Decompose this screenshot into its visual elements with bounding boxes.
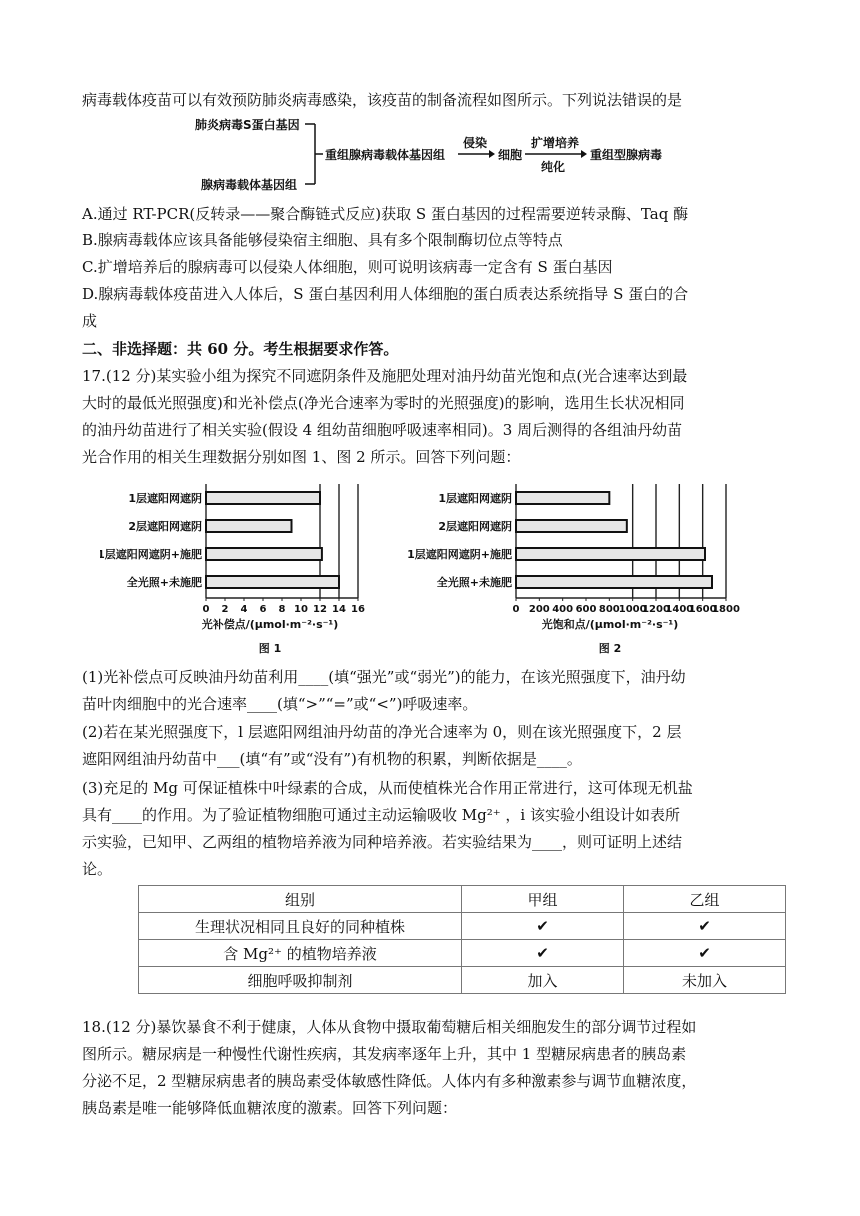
category-label: 2层遮阳网遮阴 bbox=[438, 520, 512, 533]
x-tick-label: 400 bbox=[552, 604, 574, 615]
category-label: 1层遮阳网遮阴+施肥 bbox=[100, 548, 202, 561]
figure-title: 图 1 bbox=[258, 642, 282, 655]
q17-stem-line: 的油丹幼苗进行了相关实验(假设 4 组幼苗细胞呼吸速率相同)。3 周后测得的各组油丹幼苗 bbox=[82, 421, 683, 439]
q18-stem-line: 图所示。糖尿病是一种慢性代谢性疾病，其发病率逐年上升，其中 1 型糖尿病患者的胰岛素 bbox=[82, 1045, 687, 1063]
q16-option-a: A.通过 RT-PCR(反转录——聚合酶链式反应)获取 S 蛋白基因的过程需要逆转录酶、Taq 酶 bbox=[82, 205, 689, 223]
table-header: 乙组 bbox=[624, 886, 786, 913]
x-tick-label: 4 bbox=[240, 604, 248, 615]
bar bbox=[206, 520, 292, 532]
x-tick-label: 0 bbox=[512, 604, 520, 615]
flow-step-purify: 纯化 bbox=[541, 160, 566, 174]
table-header: 组别 bbox=[139, 886, 462, 913]
q17-stem-line: 光合作用的相关生理数据分别如图 1、图 2 所示。回答下列问题： bbox=[82, 448, 521, 466]
x-tick-label: 1000 bbox=[618, 604, 647, 615]
q17-stem-line: 17.(12 分)某实验小组为探究不同遮阴条件及施肥处理对油丹幼苗光饱和点(光合速率达到最 bbox=[82, 367, 688, 385]
table-row bbox=[139, 967, 786, 994]
x-tick-label: 200 bbox=[528, 604, 550, 615]
figure-1-chart bbox=[100, 478, 380, 658]
q18-stem-line: 18.(12 分)暴饮暴食不利于健康，人体从食物中摄取葡萄糖后相关细胞发生的部分调节过程如 bbox=[82, 1018, 697, 1036]
x-tick-label: 12 bbox=[313, 604, 327, 615]
bar bbox=[206, 548, 322, 560]
table-cell: 细胞呼吸抑制剂 bbox=[139, 967, 462, 994]
category-label: 2层遮阳网遮阴 bbox=[128, 520, 202, 533]
x-tick-label: 10 bbox=[294, 604, 308, 615]
q16-option-d: D.腺病毒载体疫苗进入人体后，S 蛋白基因利用人体细胞的蛋白质表达系统指导 S 蛋白的合 bbox=[82, 285, 689, 303]
x-tick-label: 800 bbox=[598, 604, 620, 615]
q17-sub1-line: 苗叶肉细胞中的光合速率____(填“>”“=”或“<”)呼吸速率。 bbox=[82, 695, 478, 713]
table-cell: 未加入 bbox=[624, 967, 786, 994]
x-tick-label: 1800 bbox=[712, 604, 740, 615]
q17-sub2-line: 遮阳网组油丹幼苗中___(填“有”或“没有”)有机物的积累，判断依据是____。 bbox=[82, 750, 582, 768]
figure-1 bbox=[100, 478, 380, 658]
q17-sub1-line: (1)光补偿点可反映油丹幼苗利用____(填“强光”或“弱光”)的能力，在该光照强度下，油丹幼 bbox=[82, 668, 686, 686]
table-cell: 生理状况相同且良好的同种植株 bbox=[139, 913, 462, 940]
category-label: 1层遮阳网遮阴 bbox=[438, 492, 512, 505]
table-header-row bbox=[139, 886, 786, 913]
q17-sub2-line: (2)若在某光照强度下，l 层遮阳网组油丹幼苗的净光合速率为 0，则在该光照强度下，2 层 bbox=[82, 723, 682, 741]
table-row bbox=[139, 913, 786, 940]
check-mark: ✔ bbox=[462, 913, 624, 940]
x-tick-label: 600 bbox=[575, 604, 597, 615]
q16-option-c: C.扩增培养后的腺病毒可以侵染人体细胞，则可说明该病毒一定含有 S 蛋白基因 bbox=[82, 258, 613, 276]
category-label: 全光照+未施肥 bbox=[436, 576, 512, 589]
q17-sub3-line: 示实验，已知甲、乙两组的植物培养液为同种培养液。若实验结果为____，则可证明上述结 bbox=[82, 833, 683, 851]
q16-option-d-cont: 成 bbox=[82, 312, 98, 330]
table-header: 甲组 bbox=[462, 886, 624, 913]
x-axis-label: 光饱和点/(μmol·m⁻²·s⁻¹) bbox=[541, 618, 679, 631]
x-tick-label: 6 bbox=[259, 604, 267, 615]
check-mark: ✔ bbox=[462, 940, 624, 967]
section-heading: 二、非选择题：共 60 分。考生根据要求作答。 bbox=[82, 340, 399, 358]
figure-2-chart bbox=[390, 478, 750, 658]
flow-step-infect: 侵染 bbox=[463, 136, 488, 150]
check-mark: ✔ bbox=[624, 940, 786, 967]
flow-adenovirus-genome: 腺病毒载体基因组 bbox=[201, 178, 298, 192]
check-mark: ✔ bbox=[624, 913, 786, 940]
x-tick-label: 16 bbox=[351, 604, 365, 615]
bar bbox=[516, 520, 627, 532]
flow-cell: 细胞 bbox=[498, 148, 523, 162]
figure-2 bbox=[390, 478, 750, 658]
x-tick-label: 14 bbox=[332, 604, 346, 615]
flow-recombinant-genome: 重组腺病毒载体基因组 bbox=[325, 148, 446, 162]
experiment-table bbox=[138, 885, 786, 994]
figure-title: 图 2 bbox=[598, 642, 622, 655]
q17-sub3-line: 具有____的作用。为了验证植物细胞可通过主动运输吸收 Mg²⁺ ，i 该实验小组设计如表所 bbox=[82, 806, 680, 824]
flow-step-amplify: 扩增培养 bbox=[531, 136, 580, 150]
x-tick-label: 0 bbox=[202, 604, 210, 615]
bar bbox=[516, 492, 609, 504]
bar bbox=[206, 492, 320, 504]
q18-stem-line: 分泌不足，2 型糖尿病患者的胰岛素受体敏感性降低。人体内有多种激素参与调节血糖浓度， bbox=[82, 1072, 697, 1090]
bar bbox=[516, 576, 712, 588]
q16-stem: 病毒载体疫苗可以有效预防肺炎病毒感染，该疫苗的制备流程如图所示。下列说法错误的是 bbox=[82, 91, 683, 109]
table-row bbox=[139, 940, 786, 967]
category-label: 1层遮阳网遮阴+施肥 bbox=[407, 548, 512, 561]
x-tick-label: 8 bbox=[278, 604, 286, 615]
bar bbox=[206, 576, 339, 588]
flow-product: 重组型腺病毒 bbox=[590, 148, 663, 162]
category-label: 1层遮阳网遮阴 bbox=[128, 492, 202, 505]
vaccine-flow-diagram bbox=[195, 112, 715, 196]
q17-stem-line: 大时的最低光照强度)和光补偿点(净光合速率为零时的光照强度)的影响，选用生长状况相同 bbox=[82, 394, 685, 412]
q17-sub3-line: (3)充足的 Mg 可保证植株中叶绿素的合成，从而使植株光合作用正常进行，这可体现无机盐 bbox=[82, 779, 693, 797]
q18-stem-line: 胰岛素是唯一能够降低血糖浓度的激素。回答下列问题： bbox=[82, 1099, 458, 1117]
x-axis-label: 光补偿点/(μmol·m⁻²·s⁻¹) bbox=[201, 618, 339, 631]
table-cell: 含 Mg²⁺ 的植物培养液 bbox=[139, 940, 462, 967]
flow-s-gene: 肺炎病毒S蛋白基因 bbox=[195, 118, 300, 132]
x-tick-label: 2 bbox=[221, 604, 229, 615]
x-tick-label: 1200 bbox=[642, 604, 670, 615]
x-tick-label: 1600 bbox=[688, 604, 717, 615]
q16-option-b: B.腺病毒载体应该具备能够侵染宿主细胞、具有多个限制酶切位点等特点 bbox=[82, 231, 563, 249]
q17-sub3-line: 论。 bbox=[82, 860, 113, 878]
x-tick-label: 1400 bbox=[665, 604, 694, 615]
category-label: 全光照+未施肥 bbox=[126, 576, 202, 589]
table-cell: 加入 bbox=[462, 967, 624, 994]
bar bbox=[516, 548, 705, 560]
